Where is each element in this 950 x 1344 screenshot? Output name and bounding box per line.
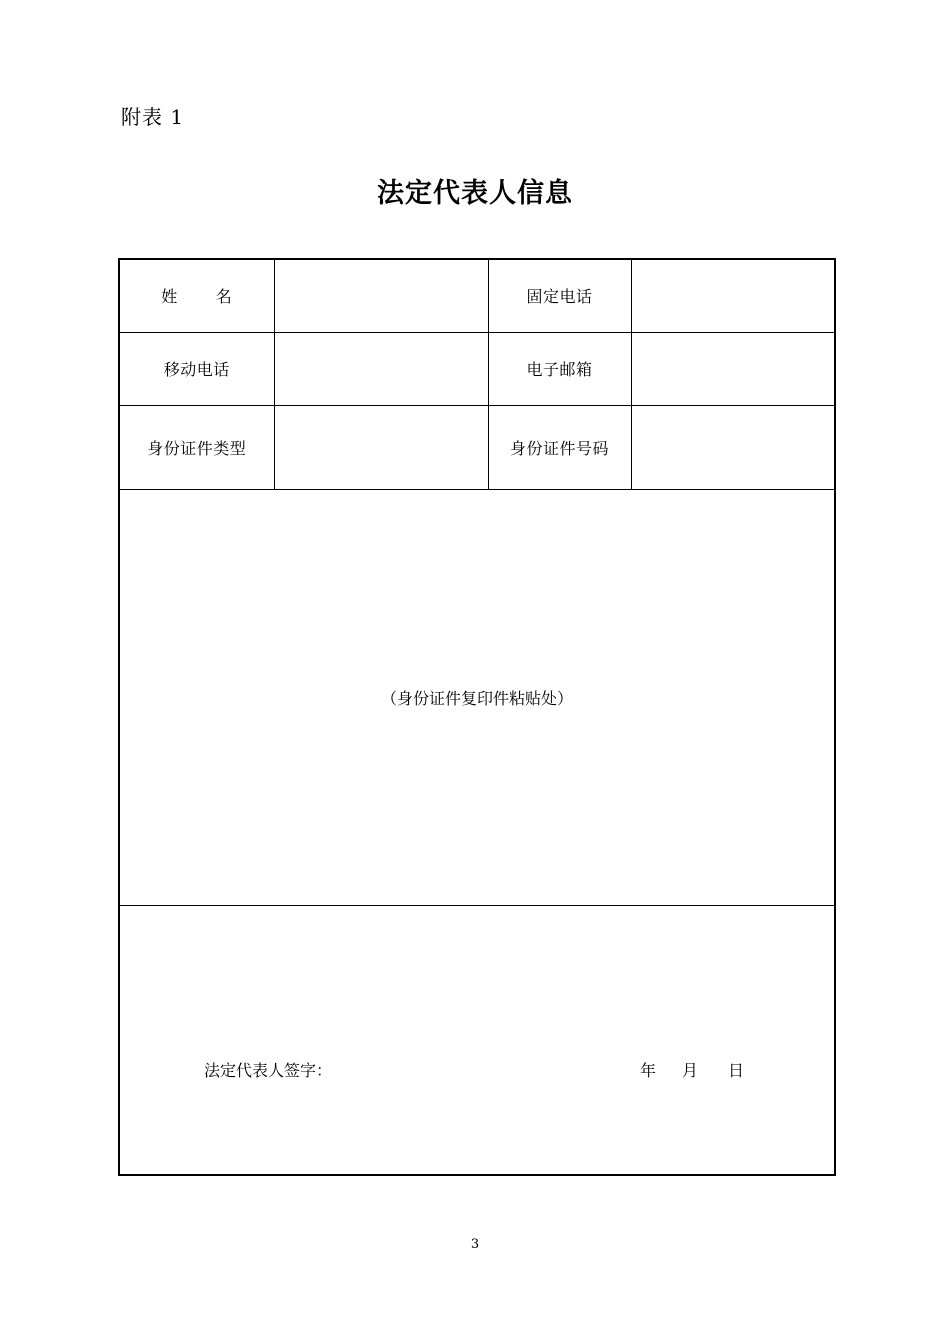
date-year-label: 年 xyxy=(640,1060,657,1080)
name-label-char2: 名 xyxy=(215,287,233,307)
mobile-label: 移动电话 xyxy=(119,332,274,405)
name-field[interactable] xyxy=(274,259,488,332)
name-label-char1: 姓 xyxy=(161,287,178,307)
id-type-field[interactable] xyxy=(274,405,488,489)
landline-field[interactable] xyxy=(631,259,835,332)
attachment-label: 附表 1 xyxy=(121,105,185,129)
form-row-name xyxy=(119,259,835,332)
id-type-label: 身份证件类型 xyxy=(119,405,274,489)
landline-label: 固定电话 xyxy=(488,259,631,332)
name-label xyxy=(119,259,274,332)
signature-date xyxy=(640,1058,744,1081)
form-row-contact xyxy=(119,332,835,405)
id-copy-area xyxy=(119,489,835,905)
page-title: 法定代表人信息 xyxy=(377,178,573,209)
id-copy-placeholder: （身份证件复印件粘贴处） xyxy=(380,688,573,708)
legal-representative-form xyxy=(118,258,836,1176)
email-label: 电子邮箱 xyxy=(488,332,631,405)
signature-area[interactable] xyxy=(119,905,835,1175)
form-row-id-copy xyxy=(119,489,835,905)
date-day-label: 日 xyxy=(728,1060,745,1080)
signature-label: 法定代表人签字： xyxy=(204,1060,333,1080)
date-month-label: 月 xyxy=(682,1060,699,1080)
form-row-signature xyxy=(119,905,835,1175)
form-row-id xyxy=(119,405,835,489)
id-number-label: 身份证件号码 xyxy=(488,405,631,489)
id-number-field[interactable] xyxy=(631,405,835,489)
page-number: 3 xyxy=(470,1237,480,1252)
mobile-field[interactable] xyxy=(274,332,488,405)
email-field[interactable] xyxy=(631,332,835,405)
